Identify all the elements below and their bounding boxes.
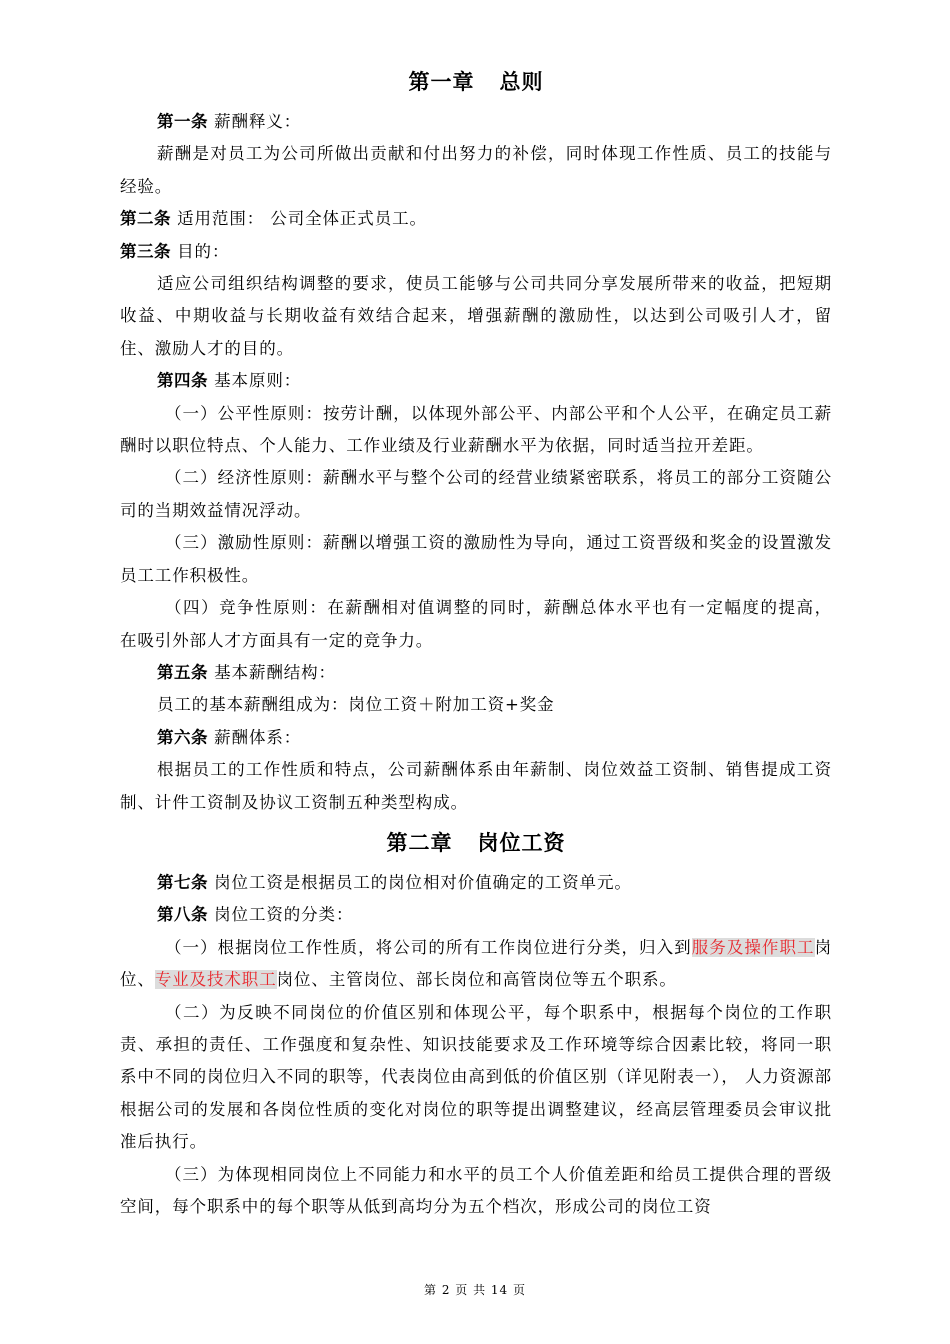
page-content — [120, 58, 832, 1223]
article-8-item-3: （三）为体现相同岗位上不同能力和水平的员工个人价值差距和给员工提供合理的晋级空间，每个职系中的每个职等从低到高均分为五个档次，形成公司的岗位工资 — [120, 1164, 832, 1216]
article-3-body: 适应公司组织结构调整的要求，使员工能够与公司共同分享发展所带来的收益，把短期收益、中期收益与长期收益有效结合起来，增强薪酬的激励性，以达到公司吸引人才，留住、激励人才的目的。 — [120, 274, 832, 358]
article-4 — [120, 365, 832, 397]
article-4-item-1: （一）公平性原则：按劳计酬，以体现外部公平、内部公平和个人公平，在确定员工薪酬时以职位特点、个人能力、工作业绩及行业薪酬水平为依据，同时适当拉开差距。 — [120, 403, 832, 456]
highlight-service-staff: 服务及操作职工 — [691, 937, 815, 957]
article-8-item-1-pre: （一）根据岗位工作性质，将公司的所有工作岗位进行分类，归入到 — [165, 937, 692, 957]
article-5-label: 第五条 — [157, 662, 208, 682]
article-6-text: 薪酬体系： — [208, 727, 302, 747]
article-8-item-1-post: 岗位、主管岗位、部长岗位和高管岗位等五个职系。 — [276, 970, 677, 990]
article-7-text: 岗位工资是根据员工的岗位相对价值确定的工资单元。 — [208, 872, 632, 892]
article-4-item-3: （三）激励性原则：薪酬以增强工资的激励性为导向，通过工资晋级和奖金的设置激发员工工作积极性。 — [120, 533, 832, 585]
page-footer: 第 2 页 共 14 页 — [424, 1283, 526, 1297]
article-1-label: 第一条 — [157, 112, 208, 131]
article-5 — [120, 657, 832, 689]
article-4-item-2: （二）经济性原则：薪酬水平与整个公司的经营业绩紧密联系，将员工的部分工资随公司的当期效益情况浮动。 — [120, 468, 832, 520]
article-2-text: 适用范围： 公司全体正式员工。 — [171, 209, 427, 229]
article-6-label: 第六条 — [157, 727, 208, 747]
article-1-body: 薪酬是对员工为公司所做出贡献和付出努力的补偿，同时体现工作性质、员工的技能与经验。 — [120, 144, 832, 196]
article-3 — [120, 236, 832, 268]
article-8-item-1-mid: 岗位、 — [120, 937, 832, 990]
article-4-item-4: （四）竞争性原则：在薪酬相对值调整的同时，薪酬总体水平也有一定幅度的提高， 在吸引外部人才方面具有一定的竞争力。 — [120, 598, 832, 650]
article-2-label: 第二条 — [120, 209, 171, 229]
article-7-label: 第七条 — [157, 872, 208, 892]
article-7 — [120, 867, 832, 899]
article-3-text: 目的： — [171, 241, 230, 261]
article-1 — [120, 106, 832, 138]
article-6 — [120, 722, 832, 754]
article-5-body: 员工的基本薪酬组成为：岗位工资＋附加工资+奖金 — [157, 695, 555, 715]
chapter-2-title: 第二章 岗位工资 — [386, 830, 566, 855]
chapter-1-title: 第一章 总则 — [408, 70, 544, 94]
article-6-body: 根据员工的工作性质和特点，公司薪酬体系由年薪制、岗位效益工资制、销售提成工资制、计件工资制及协议工资制五种类型构成。 — [120, 760, 832, 812]
article-2 — [120, 203, 832, 235]
article-5-text: 基本薪酬结构： — [208, 662, 336, 682]
article-3-label: 第三条 — [120, 241, 171, 261]
highlight-technical-staff: 专业及技术职工 — [154, 970, 277, 990]
article-8-item-1 — [120, 932, 832, 997]
article-8-text: 岗位工资的分类： — [208, 905, 354, 925]
article-8-item-2: （二）为反映不同岗位的价值区别和体现公平，每个职系中，根据每个岗位的工作职责、承担的责任、工作强度和复杂性、知识技能要求及工作环境等综合因素比较，将同一职系中不同的岗位归入不同的职等，代表岗位由高到低的价值区别（详见附表一）， 人力资源部根据公司的发展和各岗位性质的变化对岗位的职等提出调整建议，经高层管理委员会审议批准后执行。 — [120, 1002, 832, 1152]
article-4-text: 基本原则： — [208, 371, 302, 391]
article-1-text: 薪酬释义： — [208, 112, 302, 131]
article-4-label: 第四条 — [157, 371, 208, 391]
article-8 — [120, 899, 832, 931]
article-8-label: 第八条 — [157, 905, 208, 925]
